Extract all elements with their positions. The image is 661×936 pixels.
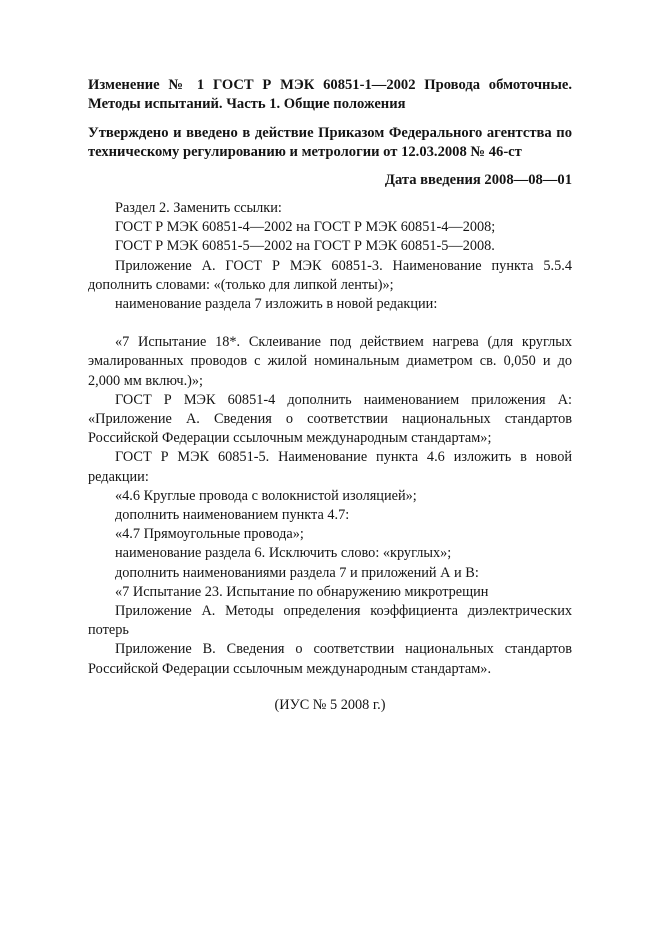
document-page	[88, 76, 572, 715]
amendment-heading: Изменение № 1 ГОСТ Р МЭК 60851-1—2002 Провода обмоточные. Методы испытаний. Часть 1. Общие положения	[88, 77, 572, 112]
paragraph: ГОСТ Р МЭК 60851-5—2002 на ГОСТ Р МЭК 60851-5—2008.	[115, 238, 495, 255]
paragraph: Раздел 2. Заменить ссылки:	[115, 200, 282, 216]
paragraph: ГОСТ Р МЭК 60851-4 дополнить наименованием приложения А: «Приложение А. Сведения о соответствии национальных стандартов Российской Федерации ссылочным международным стандартам»;	[88, 391, 572, 447]
paragraph: ГОСТ Р МЭК 60851-5. Наименование пункта 4.6 изложить в новой редакции:	[88, 449, 572, 485]
source-reference: (ИУС № 5 2008 г.)	[274, 696, 386, 713]
approval-heading: Утверждено и введено в действие Приказом Федерального агентства по техническому регулированию и метрологии от 12.03.2008 № 46-ст	[88, 125, 572, 160]
paragraph: «4.7 Прямоугольные провода»;	[115, 526, 304, 543]
paragraph: Приложение В. Сведения о соответствии национальных стандартов Российской Федерации ссылочным международным стандартам».	[88, 641, 572, 677]
paragraph: «7 Испытание 18*. Склеивание под действием нагрева (для круглых эмалированных проводов с жилой номинальным диаметром св. 0,050 и до 2,000 мм включ.)»;	[88, 334, 572, 389]
paragraph: дополнить наименованием пункта 4.7:	[115, 507, 350, 524]
paragraph: Приложение А. ГОСТ Р МЭК 60851-3. Наименование пункта 5.5.4 дополнить словами: «(только для липкой ленты)»;	[88, 257, 572, 293]
paragraph: «7 Испытание 23. Испытание по обнаружению микротрещин	[115, 583, 489, 600]
document-body	[88, 199, 572, 679]
paragraph: «4.6 Круглые провода с волокнистой изоляцией»;	[115, 487, 417, 504]
paragraph: дополнить наименованиями раздела 7 и приложений А и В:	[115, 564, 479, 581]
paragraph: ГОСТ Р МЭК 60851-4—2002 на ГОСТ Р МЭК 60851-4—2008;	[115, 219, 496, 236]
paragraph: наименование раздела 7 изложить в новой редакции:	[115, 296, 438, 313]
paragraph: наименование раздела 6. Исключить слово: «круглых»;	[115, 545, 452, 562]
effective-date: Дата введения 2008—08—01	[384, 172, 572, 188]
paragraph: Приложение А. Методы определения коэффициента диэлектрических потерь	[88, 603, 572, 639]
